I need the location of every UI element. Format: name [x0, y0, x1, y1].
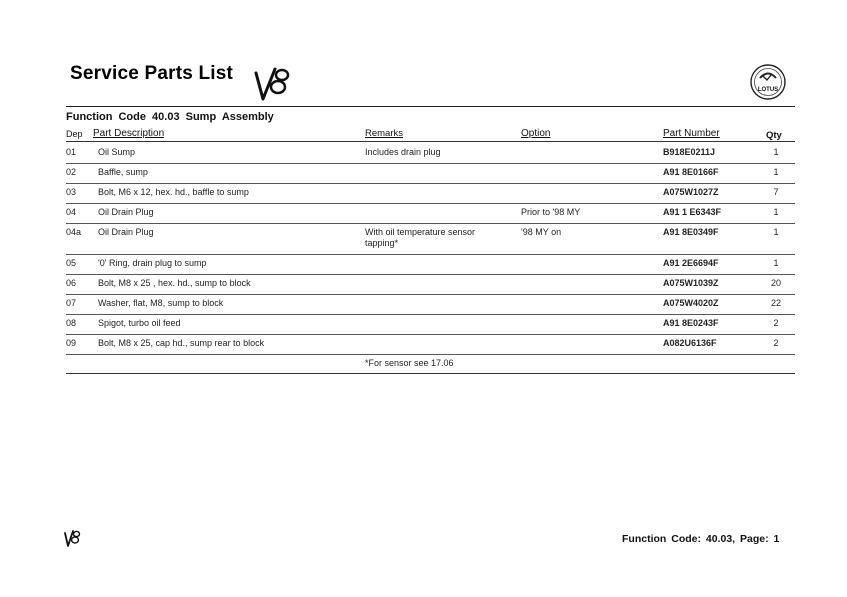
row-remarks: Includes drain plug: [365, 147, 441, 157]
table-bottom-rule: [66, 373, 795, 374]
column-header-description: Part Description: [93, 128, 165, 139]
row-qty: 1: [773, 227, 779, 237]
row-part-number: A082U6136F: [663, 338, 717, 348]
row-description: '0' Ring, drain plug to sump: [98, 258, 207, 268]
row-description: Oil Sump: [98, 147, 136, 157]
row-dep: 03: [66, 187, 77, 197]
row-description: Washer, flat, M8, sump to block: [98, 298, 224, 308]
column-header-part-number: Part Number: [663, 128, 720, 139]
row-remarks: With oil temperature sensor tapping*: [365, 227, 476, 248]
table-row: [66, 183, 795, 204]
row-description: Oil Drain Plug: [98, 207, 154, 217]
row-description: Bolt, M8 x 25, cap hd., sump rear to block: [98, 338, 265, 348]
page-title: Service Parts List: [70, 63, 234, 84]
row-description: Spigot, turbo oil feed: [98, 318, 181, 328]
table-row: [66, 143, 795, 164]
row-qty: 22: [770, 298, 781, 308]
row-qty: 20: [770, 278, 781, 288]
table-row: [66, 203, 795, 224]
table-row: [66, 294, 795, 315]
row-part-number: A075W1027Z: [663, 187, 719, 197]
row-part-number: A075W4020Z: [663, 298, 719, 308]
v8-logo-icon: [253, 63, 295, 103]
row-description: Bolt, M8 x 25 , hex. hd., sump to block: [98, 278, 251, 288]
footnote: *For sensor see 17.06: [365, 358, 454, 368]
column-header-option: Option: [521, 128, 551, 139]
row-part-number: A91 2E6694F: [663, 258, 719, 268]
table-row: [66, 314, 795, 335]
row-qty: 7: [773, 187, 779, 197]
row-part-number: B918E0211J: [663, 147, 716, 157]
row-qty: 1: [773, 207, 779, 217]
row-part-number: A91 8E0349F: [663, 227, 719, 237]
row-part-number: A91 8E0166F: [663, 167, 719, 177]
row-qty: 1: [773, 167, 779, 177]
row-dep: 07: [66, 298, 77, 308]
row-option: Prior to '98 MY: [521, 207, 581, 217]
row-part-number: A075W1039Z: [663, 278, 719, 288]
row-dep: 09: [66, 338, 77, 348]
header-rule: [66, 106, 795, 107]
row-description: Baffle, sump: [98, 167, 148, 177]
row-dep: 04a: [66, 227, 82, 237]
column-header-qty: Qty: [766, 130, 782, 141]
row-description: Bolt, M6 x 12, hex. hd., baffle to sump: [98, 187, 249, 197]
table-row: [66, 223, 795, 255]
table-row: [66, 163, 795, 184]
table-row: [66, 334, 795, 355]
column-header-dep: Dep: [66, 129, 83, 139]
page-footer: Function Code: 40.03, Page: 1: [622, 533, 780, 545]
row-dep: 04: [66, 207, 77, 217]
row-qty: 1: [773, 258, 779, 268]
v8-logo-small-icon: [64, 528, 82, 548]
row-option: '98 MY on: [521, 227, 562, 237]
row-dep: 05: [66, 258, 77, 268]
row-part-number: A91 8E0243F: [663, 318, 719, 328]
row-qty: 2: [773, 338, 779, 348]
lotus-badge-icon: [749, 64, 787, 100]
badge-text: LOTUS: [757, 87, 779, 93]
row-dep: 08: [66, 318, 77, 328]
row-qty: 1: [773, 147, 779, 157]
row-part-number: A91 1 E6343F: [663, 207, 722, 217]
row-dep: 01: [66, 147, 77, 157]
column-header-remarks: Remarks: [365, 128, 404, 139]
section-title: Function Code 40.03 Sump Assembly: [66, 111, 274, 123]
table-row: [66, 274, 795, 295]
row-description: Oil Drain Plug: [98, 227, 154, 237]
row-dep: 02: [66, 167, 77, 177]
row-qty: 2: [773, 318, 779, 328]
row-dep: 06: [66, 278, 77, 288]
column-header-rule: [66, 141, 795, 142]
table-row: [66, 254, 795, 275]
